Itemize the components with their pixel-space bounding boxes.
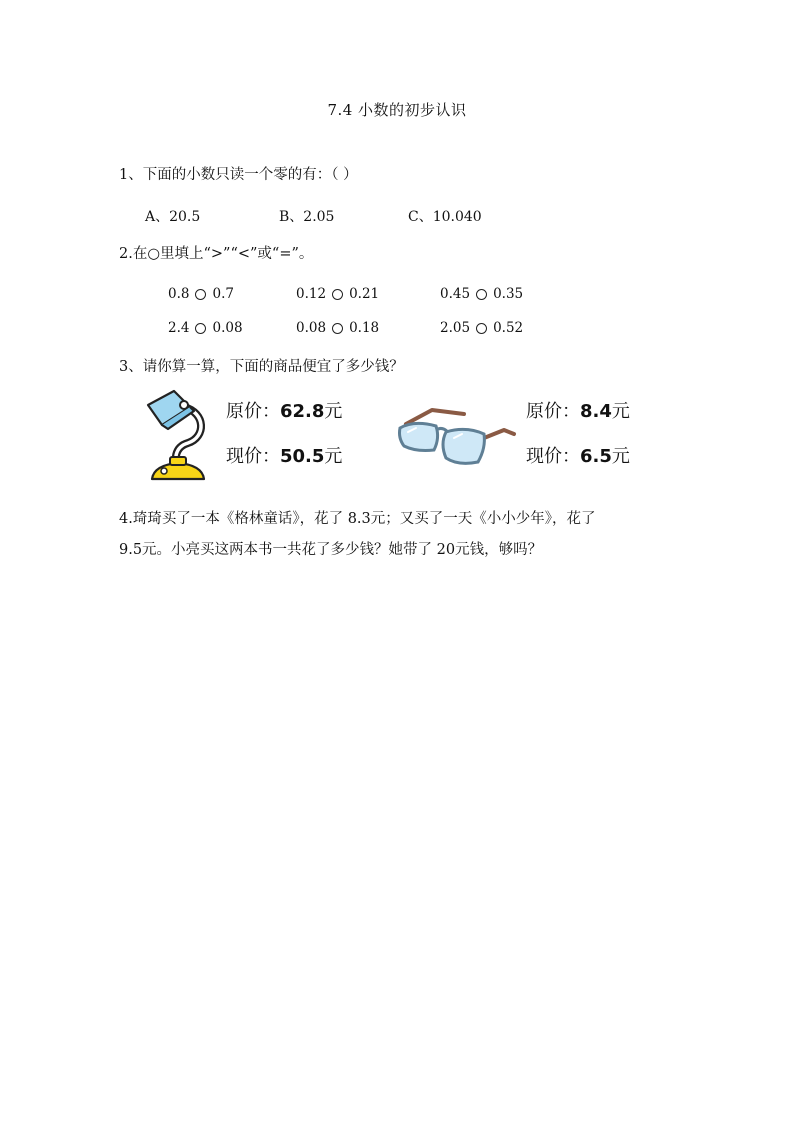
compare-right: 0.18 bbox=[349, 320, 380, 336]
compare-right: 0.7 bbox=[212, 286, 234, 302]
compare-left: 0.08 bbox=[296, 320, 327, 336]
compare-right: 0.52 bbox=[493, 320, 524, 336]
lamp-current-price bbox=[226, 442, 342, 468]
compare-item bbox=[440, 320, 523, 336]
compare-right: 0.35 bbox=[493, 286, 524, 302]
answer-circle[interactable] bbox=[476, 289, 487, 300]
price-label: 原价： bbox=[226, 401, 280, 422]
compare-item bbox=[296, 320, 379, 336]
compare-right: 0.08 bbox=[212, 320, 243, 336]
price-label: 现价： bbox=[226, 446, 280, 467]
price-value: 6.5 bbox=[580, 446, 612, 467]
glasses-icon bbox=[396, 404, 518, 468]
question-1-option-b: B、2.05 bbox=[279, 209, 335, 225]
question-2-text: 2.在○里填上“>”“<”或“=”。 bbox=[119, 246, 314, 262]
compare-item bbox=[168, 320, 243, 336]
glasses-current-price bbox=[526, 442, 630, 468]
compare-left: 0.8 bbox=[168, 286, 190, 302]
price-value: 8.4 bbox=[580, 401, 612, 422]
answer-circle[interactable] bbox=[476, 323, 487, 334]
page-title: 7.4 小数的初步认识 bbox=[327, 101, 467, 119]
price-label: 现价： bbox=[526, 446, 580, 467]
compare-item bbox=[296, 286, 379, 302]
answer-circle[interactable] bbox=[332, 289, 343, 300]
desk-lamp-icon bbox=[140, 385, 220, 485]
question-1-option-a: A、20.5 bbox=[145, 209, 201, 225]
price-unit: 元 bbox=[611, 401, 630, 422]
price-unit: 元 bbox=[611, 446, 630, 467]
question-4-line-1: 4.琦琦买了一本《格林童话》，花了 8.3元；又买了一天《小小少年》，花了 bbox=[119, 511, 596, 527]
compare-right: 0.21 bbox=[349, 286, 380, 302]
price-value: 62.8 bbox=[280, 401, 325, 422]
question-4-line-2: 9.5元。小亮买这两本书一共花了多少钱？她带了 20元钱，够吗？ bbox=[119, 542, 543, 558]
compare-left: 0.45 bbox=[440, 286, 471, 302]
compare-left: 0.12 bbox=[296, 286, 327, 302]
price-label: 原价： bbox=[526, 401, 580, 422]
question-1-option-c: C、10.040 bbox=[408, 209, 482, 225]
answer-circle[interactable] bbox=[195, 323, 206, 334]
price-unit: 元 bbox=[324, 401, 343, 422]
compare-left: 2.05 bbox=[440, 320, 471, 336]
answer-circle[interactable] bbox=[195, 289, 206, 300]
lamp-original-price bbox=[226, 397, 342, 423]
question-1-text: 1、下面的小数只读一个零的有：（ ） bbox=[119, 167, 358, 183]
compare-item bbox=[168, 286, 234, 302]
compare-item bbox=[440, 286, 523, 302]
compare-left: 2.4 bbox=[168, 320, 190, 336]
question-3-text: 3、请你算一算，下面的商品便宜了多少钱？ bbox=[119, 359, 404, 375]
price-value: 50.5 bbox=[280, 446, 325, 467]
answer-circle[interactable] bbox=[332, 323, 343, 334]
glasses-original-price bbox=[526, 397, 630, 423]
price-unit: 元 bbox=[324, 446, 343, 467]
